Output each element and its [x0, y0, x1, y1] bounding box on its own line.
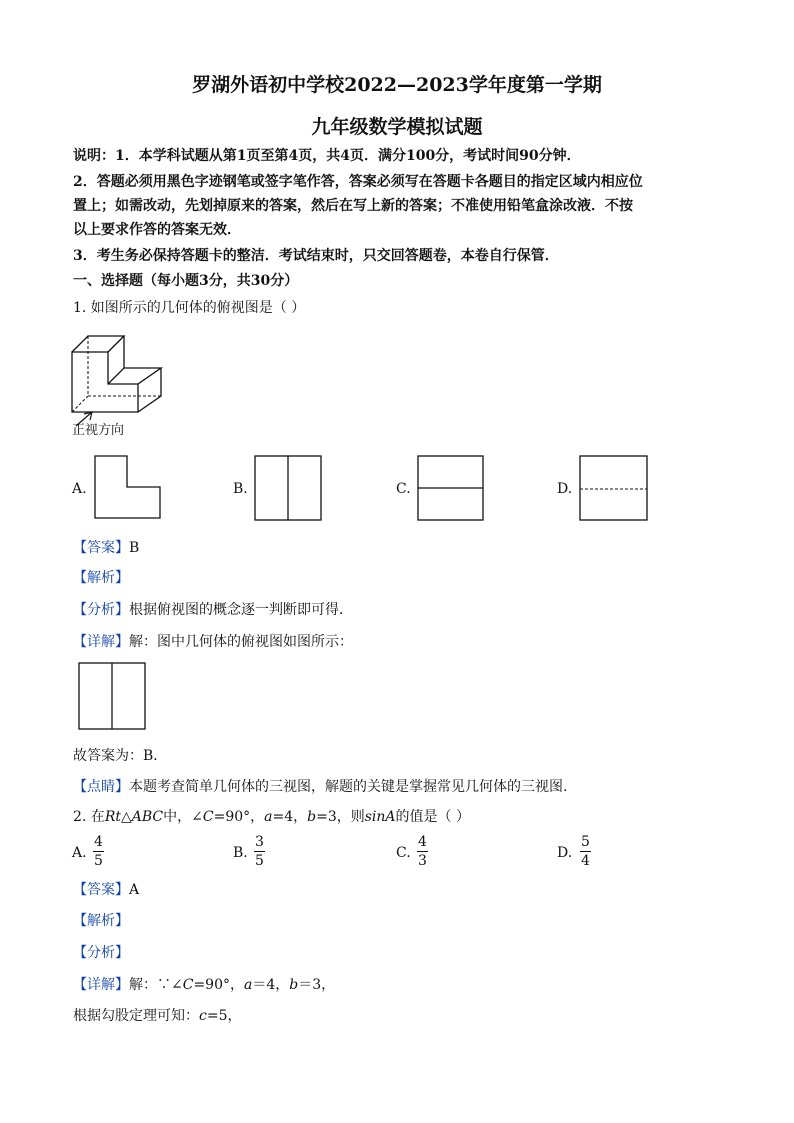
q1-option-b-figure — [254, 455, 322, 521]
q1-solid-figure — [70, 326, 165, 416]
q2-fenxi-tag: 【分析】 — [73, 945, 129, 961]
instruction-line-3: 置上；如需改动，先划掉原来的答案，然后在写上新的答案；不准使用铅笔盒涂改液．不按 — [73, 198, 633, 214]
q2-stem-mid2: =90°， — [213, 809, 265, 825]
q1-analysis — [73, 568, 129, 588]
q2-stem-b: b — [307, 809, 317, 825]
q2-option-c-fraction — [417, 834, 428, 869]
q1-answer-value: B — [129, 540, 140, 556]
q1-fenxi — [73, 600, 353, 620]
q2-xiangjie-tag: 【详解】 — [73, 977, 129, 993]
q1-option-c-figure — [417, 455, 485, 521]
q2-xiangjie-mid2: ＝4， — [252, 977, 290, 993]
q2-stem-mid4: =3，则 — [316, 809, 365, 825]
q2-option-b-fraction — [254, 834, 265, 869]
exam-title: 罗湖外语初中学校2022—2023学年度第一学期 — [192, 74, 602, 96]
q2-xiangjie-c: C — [182, 977, 194, 993]
q2-option-d-den: 4 — [581, 853, 590, 869]
q2-option-c-num: 4 — [418, 834, 427, 850]
q1-xiangjie — [73, 632, 353, 652]
q2-option-b-num: 3 — [255, 834, 264, 850]
q1-option-d-label: D. — [557, 481, 573, 497]
q2-analysis-tag: 【解析】 — [73, 913, 129, 929]
q1-conclusion: 故答案为：B． — [73, 748, 168, 764]
q1-xiangjie-text: 解：图中几何体的俯视图如图所示： — [129, 634, 353, 650]
q2-stem-mid1: 中，∠ — [163, 809, 203, 825]
q1-fenxi-text: 根据俯视图的概念逐一判断即可得． — [129, 602, 353, 618]
q2-option-b-den: 5 — [255, 853, 264, 869]
q2-option-a-label: A. — [72, 845, 87, 861]
q2-option-d-num: 5 — [581, 834, 590, 850]
q2-pythag-prefix: 根据勾股定理可知： — [73, 1008, 199, 1024]
q2-stem — [73, 807, 470, 827]
q1-option-d-figure — [579, 455, 649, 521]
q1-answer-tag: 【答案】 — [73, 540, 129, 556]
q2-fenxi — [73, 943, 129, 963]
q2-pythag-suffix: =5， — [206, 1008, 242, 1024]
q2-xiangjie-mid1: =90°， — [193, 977, 244, 993]
q1-answer — [73, 538, 139, 558]
q2-stem-c: C — [202, 809, 214, 825]
q2-option-d-label: D. — [557, 845, 573, 861]
exam-subtitle: 九年级数学模拟试题 — [311, 116, 483, 138]
section-heading: 一、选择题（每小题3分，共30分） — [73, 273, 299, 289]
q2-xiangjie-prefix: 解：∵∠ — [129, 977, 183, 993]
instruction-line-1: 说明：1．本学科试题从第1页至第4页，共4页．满分100分，考试时间90分钟． — [73, 148, 581, 164]
q2-answer-value: A — [129, 882, 140, 898]
q2-answer-tag: 【答案】 — [73, 882, 129, 898]
q2-stem-mid3: =4， — [272, 809, 308, 825]
q2-xiangjie-a: a — [244, 977, 253, 993]
q2-stem-triangle: △ — [120, 809, 132, 825]
q1-stem: 1. 如图所示的几何体的俯视图是（ ） — [73, 300, 306, 316]
q1-option-b-label: B. — [233, 481, 248, 497]
q1-solution-figure — [78, 662, 147, 730]
q2-xiangjie-mid3: ＝3， — [298, 977, 336, 993]
q1-fenxi-tag: 【分析】 — [73, 602, 129, 618]
instruction-line-2: 2．答题必须用黑色字迹钢笔或签字笔作答，答案必须写在答题卡各题目的指定区域内相应位 — [73, 174, 643, 190]
q2-stem-a: a — [264, 809, 273, 825]
q1-option-c-label: C. — [396, 481, 411, 497]
instruction-line-4: 以上要求作答的答案无效． — [73, 222, 241, 238]
q1-dianjing-tag: 【点睛】 — [73, 779, 129, 795]
q2-xiangjie — [73, 975, 335, 995]
q2-option-a-fraction — [93, 834, 104, 869]
q2-option-d-fraction — [580, 834, 591, 869]
q2-analysis — [73, 911, 129, 931]
q2-stem-rt: Rt — [104, 809, 121, 825]
q2-xiangjie-b: b — [289, 977, 299, 993]
q2-stem-prefix: 2. 在 — [73, 809, 105, 825]
q1-option-a-label: A. — [72, 481, 87, 497]
instruction-line-5: 3．考生务必保持答题卡的整洁．考试结束时，只交回答题卷，本卷自行保管． — [73, 248, 559, 264]
q1-dianjing-text: 本题考查简单几何体的三视图，解题的关键是掌握常见几何体的三视图. — [129, 779, 568, 795]
q2-option-a-num: 4 — [94, 834, 103, 850]
q2-stem-sina: sinA — [364, 809, 396, 825]
q2-pythagoras — [73, 1006, 241, 1026]
q2-stem-suffix: 的值是（ ） — [395, 809, 470, 825]
q1-direction-label: 正视方向 — [72, 423, 125, 438]
q1-dianjing — [73, 777, 567, 797]
q2-option-c-den: 3 — [418, 853, 427, 869]
q2-answer — [73, 880, 139, 900]
q2-option-c-label: C. — [396, 845, 411, 861]
q1-analysis-tag: 【解析】 — [73, 570, 129, 586]
q1-xiangjie-tag: 【详解】 — [73, 634, 129, 650]
q2-pythag-c: c — [199, 1008, 207, 1024]
q1-option-a-figure — [94, 455, 162, 520]
q2-stem-abc: ABC — [131, 809, 164, 825]
q2-option-b-label: B. — [233, 845, 248, 861]
q2-option-a-den: 5 — [94, 853, 103, 869]
